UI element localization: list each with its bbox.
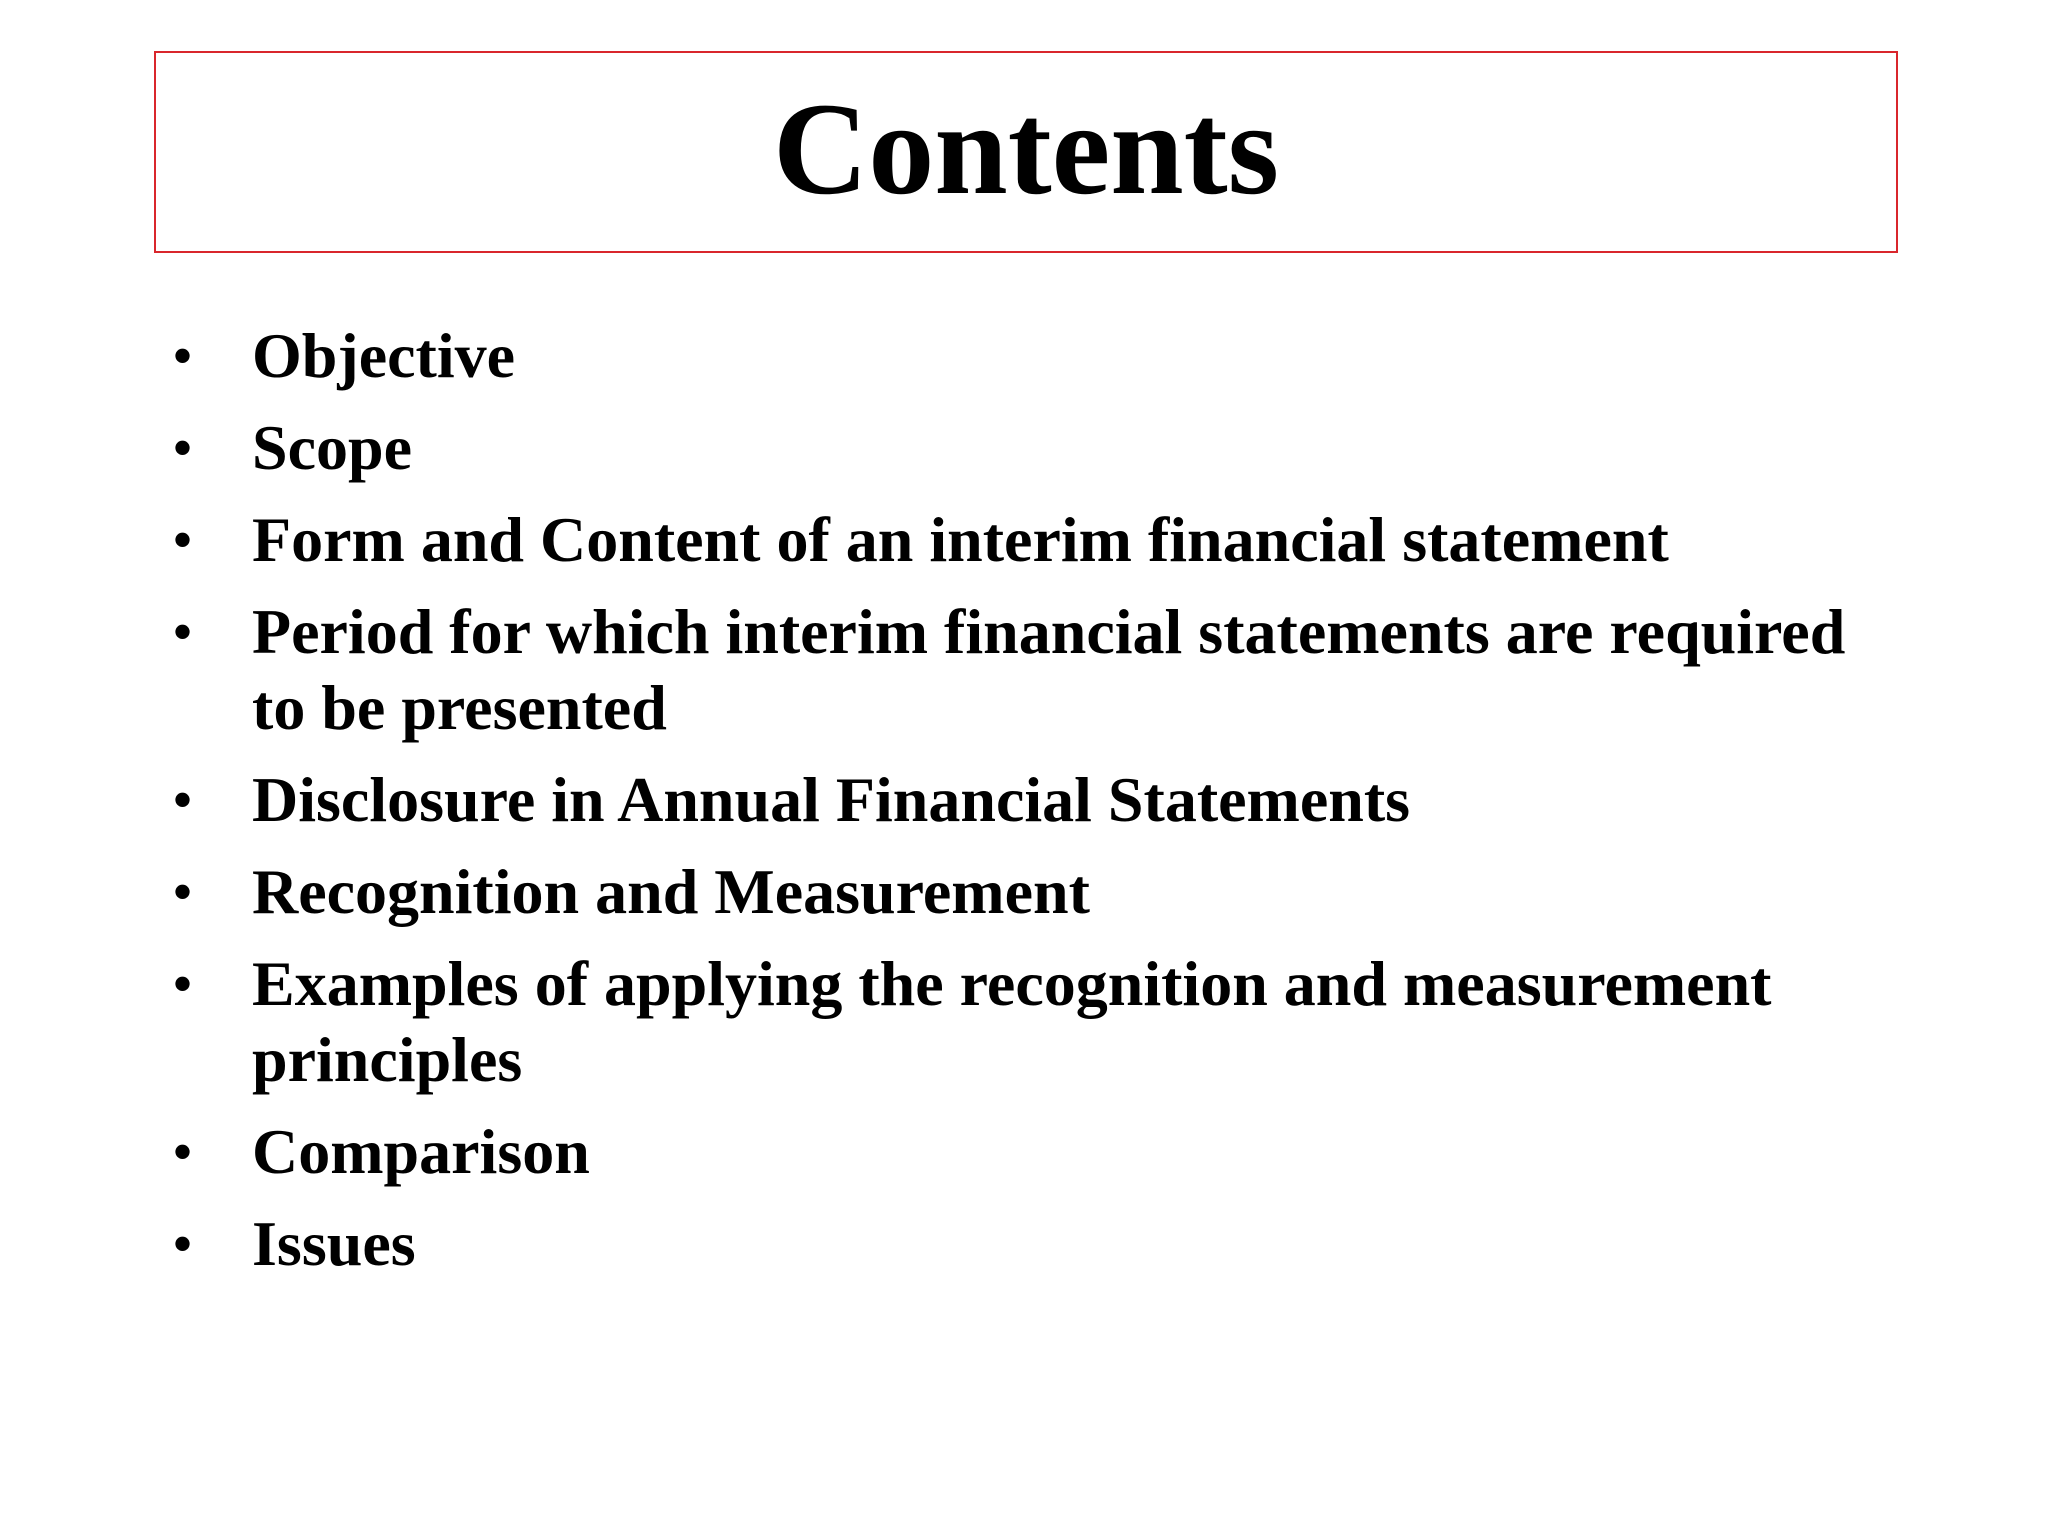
list-item	[172, 762, 1852, 838]
slide-title: Contents	[772, 75, 1280, 222]
list-item-label: Period for which interim financial statements are required to be presented	[252, 596, 1846, 743]
bullet-icon: •	[172, 767, 194, 833]
bullet-icon: •	[172, 1119, 194, 1185]
bullet-icon: •	[172, 859, 194, 925]
list-item	[172, 502, 1852, 578]
list-item-label: Issues	[252, 1208, 416, 1279]
list-item-label: Disclosure in Annual Financial Statements	[252, 764, 1411, 835]
list-item-label: Examples of applying the recognition and measurement principles	[252, 948, 1772, 1095]
list-item-label: Recognition and Measurement	[252, 856, 1090, 927]
list-item	[172, 946, 1852, 1098]
list-item-label: Form and Content of an interim financial statement	[252, 504, 1669, 575]
bullet-icon: •	[172, 1211, 194, 1277]
bullet-icon: •	[172, 951, 194, 1017]
bullet-icon: •	[172, 599, 194, 665]
list-item	[172, 410, 1852, 486]
list-item	[172, 318, 1852, 394]
bullet-icon: •	[172, 507, 194, 573]
list-item	[172, 594, 1852, 746]
contents-list	[172, 318, 1852, 1298]
list-item-label: Comparison	[252, 1116, 590, 1187]
title-box	[154, 51, 1898, 253]
list-item	[172, 854, 1852, 930]
list-item-label: Objective	[252, 320, 515, 391]
list-item	[172, 1206, 1852, 1282]
bullet-icon: •	[172, 323, 194, 389]
bullet-icon: •	[172, 415, 194, 481]
list-item	[172, 1114, 1852, 1190]
list-item-label: Scope	[252, 412, 412, 483]
